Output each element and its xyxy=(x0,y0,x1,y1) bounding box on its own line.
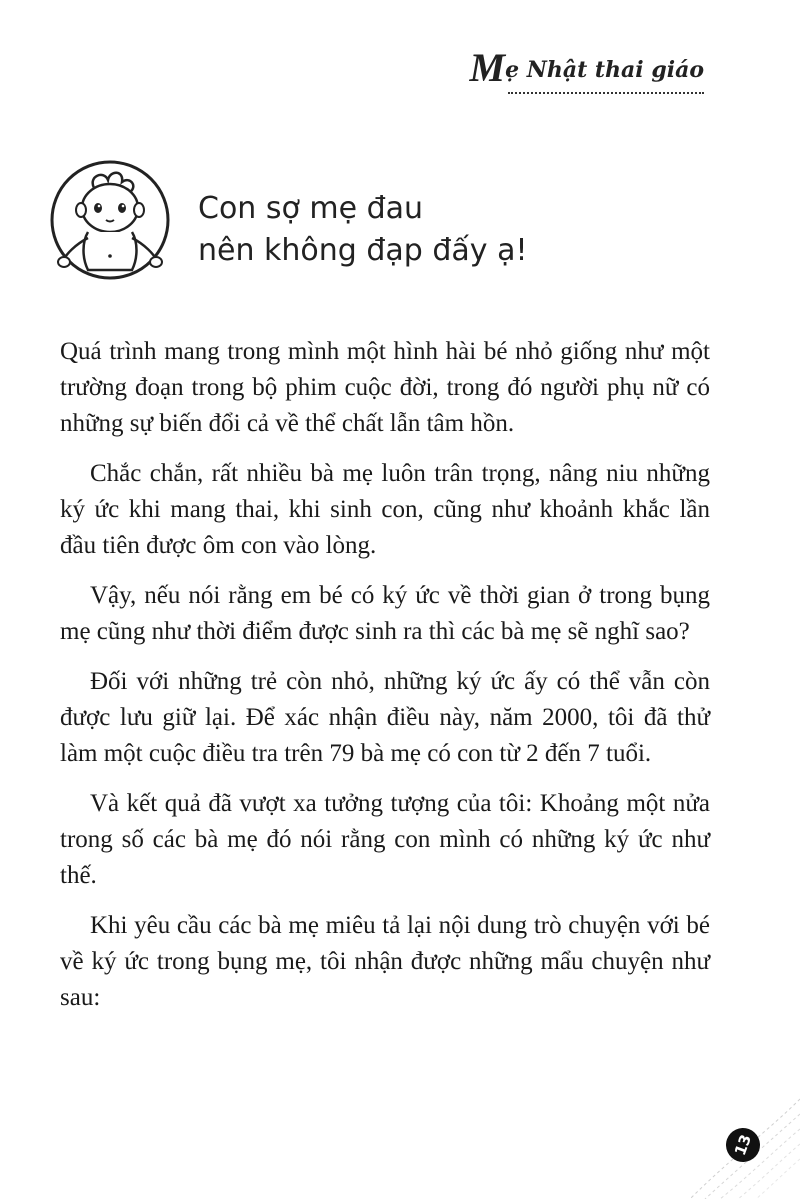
paragraph: Đối với những trẻ còn nhỏ, những ký ức ấy có thể vẫn còn được lưu giữ lại. Để xác nhận điều này, năm 2000, tôi đã thử làm một cuộc điều tra trên 79 bà mẹ có con từ 2 đến 7 tuổi. xyxy=(60,668,710,767)
baby-icon xyxy=(48,158,172,282)
page-number: 13 xyxy=(721,1123,765,1167)
running-header-text: ẹ Nhật thai giáo xyxy=(505,57,704,83)
section-title-line-1: Con sợ mẹ đau xyxy=(198,191,424,226)
paragraph: Quá trình mang trong mình một hình hài bé nhỏ giống như một trường đoạn trong bộ phim cuộc đời, trong đó người phụ nữ có những sự biến đổi cả về thể chất lẫn tâm hồn. xyxy=(60,338,710,437)
body-text xyxy=(60,334,710,1030)
paragraph: Khi yêu cầu các bà mẹ miêu tả lại nội dung trò chuyện với bé về ký ức trong bụng mẹ, tôi nhận được những mẩu chuyện như sau: xyxy=(60,912,710,1011)
running-header xyxy=(469,44,704,91)
paragraph: Và kết quả đã vượt xa tưởng tượng của tôi: Khoảng một nửa trong số các bà mẹ đó nói rằng con mình có những ký ức như thế. xyxy=(60,790,710,889)
running-header-initial: M xyxy=(469,45,506,90)
section-title-line-2: nên không đạp đấy ạ! xyxy=(198,233,528,268)
header-dotted-rule xyxy=(508,92,704,94)
corner-swoosh-decoration xyxy=(600,999,800,1199)
section-title xyxy=(198,188,528,272)
paragraph: Vậy, nếu nói rằng em bé có ký ức về thời gian ở trong bụng mẹ cũng như thời điểm được sinh ra thì các bà mẹ sẽ nghĩ sao? xyxy=(60,582,710,645)
paragraph: Chắc chắn, rất nhiều bà mẹ luôn trân trọng, nâng niu những ký ức khi mang thai, khi sinh con, cũng như khoảnh khắc lần đầu tiên được ôm con vào lòng. xyxy=(60,460,710,559)
